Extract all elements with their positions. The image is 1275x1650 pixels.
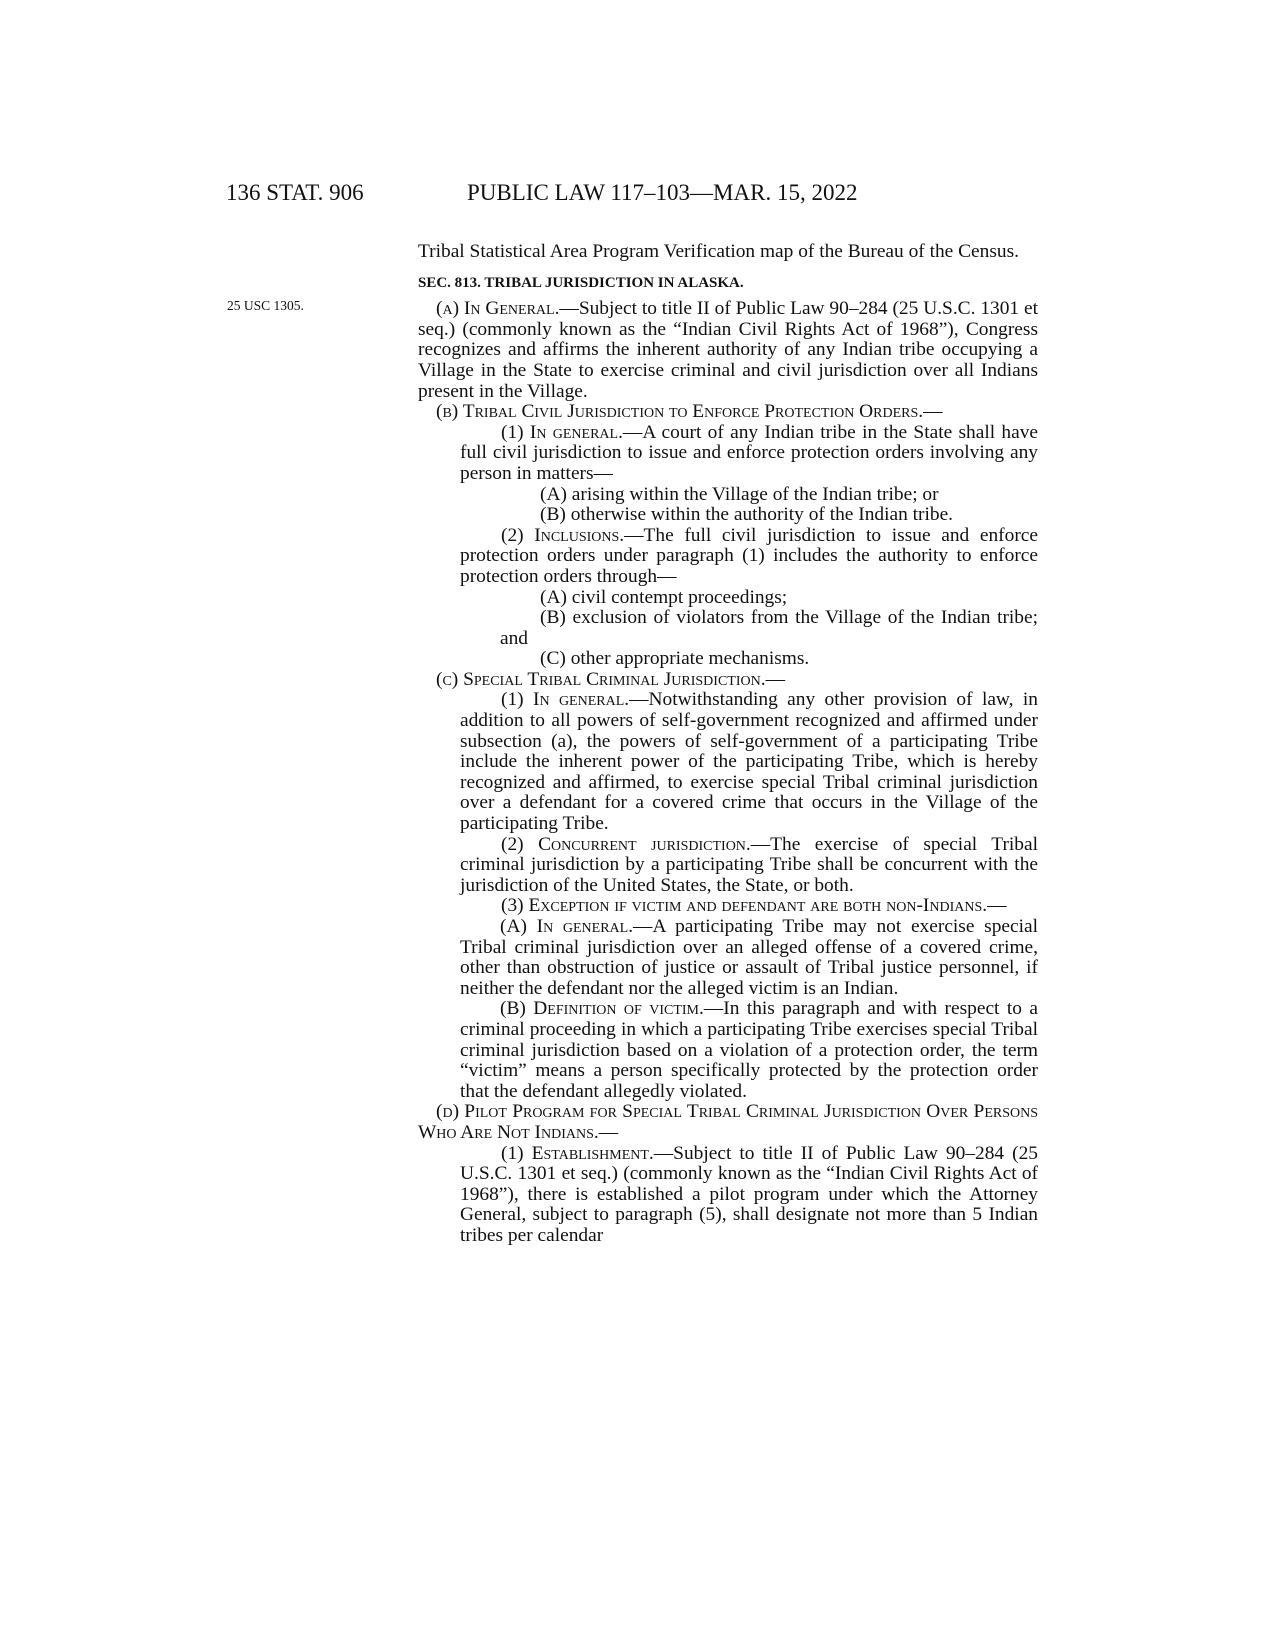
paragraph-a	[418, 299, 1038, 402]
paragraph-c1	[460, 690, 1038, 834]
margin-citation: 25 USC 1305.	[227, 298, 304, 313]
paragraph-d	[418, 1102, 1038, 1143]
paragraph-text: (C) other appropriate mechanisms.	[540, 648, 810, 670]
paragraph-b2A	[500, 588, 1038, 609]
paragraph-b2C	[500, 649, 1038, 670]
paragraph-text: A participating Tribe may not exercise special Tribal criminal jurisdiction over an alleged offense of a covered crime, other than obstruction of justice or assault of Tribal justice personnel, if neither the defendant nor the alleged victim is an Indian.	[460, 916, 1038, 999]
paragraph-text: (A) civil contempt proceedings;	[540, 586, 788, 608]
section-heading: SEC. 813. TRIBAL JURISDICTION IN ALASKA.	[418, 274, 744, 291]
paragraph-c	[418, 670, 1038, 691]
paragraph-heading: (A) In general.—	[500, 916, 653, 937]
public-law-title: PUBLIC LAW 117–103—MAR. 15, 2022	[467, 180, 858, 205]
paragraph-heading: (2) Concurrent jurisdiction.—	[501, 833, 771, 855]
paragraph-text: (B) otherwise within the authority of the Indian tribe.	[540, 504, 954, 526]
paragraph-b	[418, 402, 1038, 423]
paragraph-heading: (b) Tribal Civil Jurisdiction to Enforce Protection Orders.—	[436, 401, 943, 423]
paragraph-c2	[460, 835, 1038, 897]
stat-page-number: 136 STAT. 906	[226, 180, 364, 205]
paragraph-b2B	[500, 608, 1038, 649]
paragraph-heading: (a) In General.—	[436, 298, 579, 320]
paragraph-heading: (1) In general.—	[501, 689, 649, 711]
paragraph-text: Subject to title II of Public Law 90–284 (25 U.S.C. 1301 et seq.) (commonly known as the “Indian Civil Rights Act of 1968”), there is established a pilot program under which the Attorney General, subject to paragraph (5), shall designate not more than 5 Indian tribes per calendar	[460, 1142, 1038, 1246]
paragraph-b1	[460, 423, 1038, 485]
paragraph-text: The exercise of special Tribal criminal jurisdiction by a participating Tribe shall be concurrent with the jurisdiction of the United States, the State, or both.	[460, 833, 1038, 896]
paragraph-text: Notwithstanding any other provision of law, in addition to all powers of self-government recognized and affirmed under subsection (a), the powers of self-government of a participating Tribe include the inherent power of the participating Tribe, which is hereby recognized and affirmed, to exercise special Tribal criminal jurisdiction over a defendant for a covered crime that occurs in the Village of the participating Tribe.	[460, 689, 1038, 835]
paragraph-text: (B) exclusion of violators from the Village of the Indian tribe; and	[500, 607, 1038, 649]
running-header	[226, 180, 1036, 214]
paragraph-b1A	[500, 485, 1038, 506]
paragraph-text: The full civil jurisdiction to issue and enforce protection orders under paragraph (1) includes the authority to enforce protection orders through—	[460, 524, 1038, 587]
paragraph-heading: (c) Special Tribal Criminal Jurisdiction.—	[436, 668, 785, 690]
paragraph-heading: (1) In general.—	[501, 421, 643, 443]
paragraph-heading: (d) Pilot Program for Special Tribal Criminal Jurisdiction Over Persons Who Are Not Indians.—	[418, 1101, 1038, 1143]
continuation-text: Tribal Statistical Area Program Verification map of the Bureau of the Census.	[418, 241, 1019, 262]
paragraph-text: Subject to title II of Public Law 90–284 (25 U.S.C. 1301 et seq.) (commonly known as the “Indian Civil Rights Act of 1968”), Congress recognizes and affirms the inherent authority of any Indian tribe occupying a Village in the State to exercise criminal and civil jurisdiction over all Indians present in the Village.	[418, 298, 1038, 402]
paragraph-d1	[460, 1144, 1038, 1247]
paragraph-c3	[460, 896, 1038, 917]
paragraph-heading: (B) Definition of victim.—	[500, 998, 724, 1020]
paragraph-heading: (1) Establishment.—	[501, 1142, 674, 1164]
paragraph-heading: (2) Inclusions.—	[501, 524, 644, 546]
paragraph-b2	[460, 526, 1038, 588]
paragraph-c3B	[460, 999, 1038, 1102]
paragraph-text: In this paragraph and with respect to a criminal proceeding in which a participating Tribe exercises special Tribal criminal jurisdiction based on a violation of a protection order, the term “victim” means a person specifically protected by the protection order that the defendant allegedly violated.	[460, 998, 1038, 1102]
paragraph-text: A court of any Indian tribe in the State shall have full civil jurisdiction to issue and enforce protection orders involving any person in matters—	[460, 421, 1038, 484]
paragraph-heading: (3) Exception if victim and defendant are both non-Indians.—	[501, 895, 1007, 917]
paragraph-c3A	[460, 917, 1038, 999]
statute-body	[418, 242, 1038, 1247]
paragraph-b1B	[500, 505, 1038, 526]
paragraph-text: (A) arising within the Village of the Indian tribe; or	[540, 483, 939, 505]
